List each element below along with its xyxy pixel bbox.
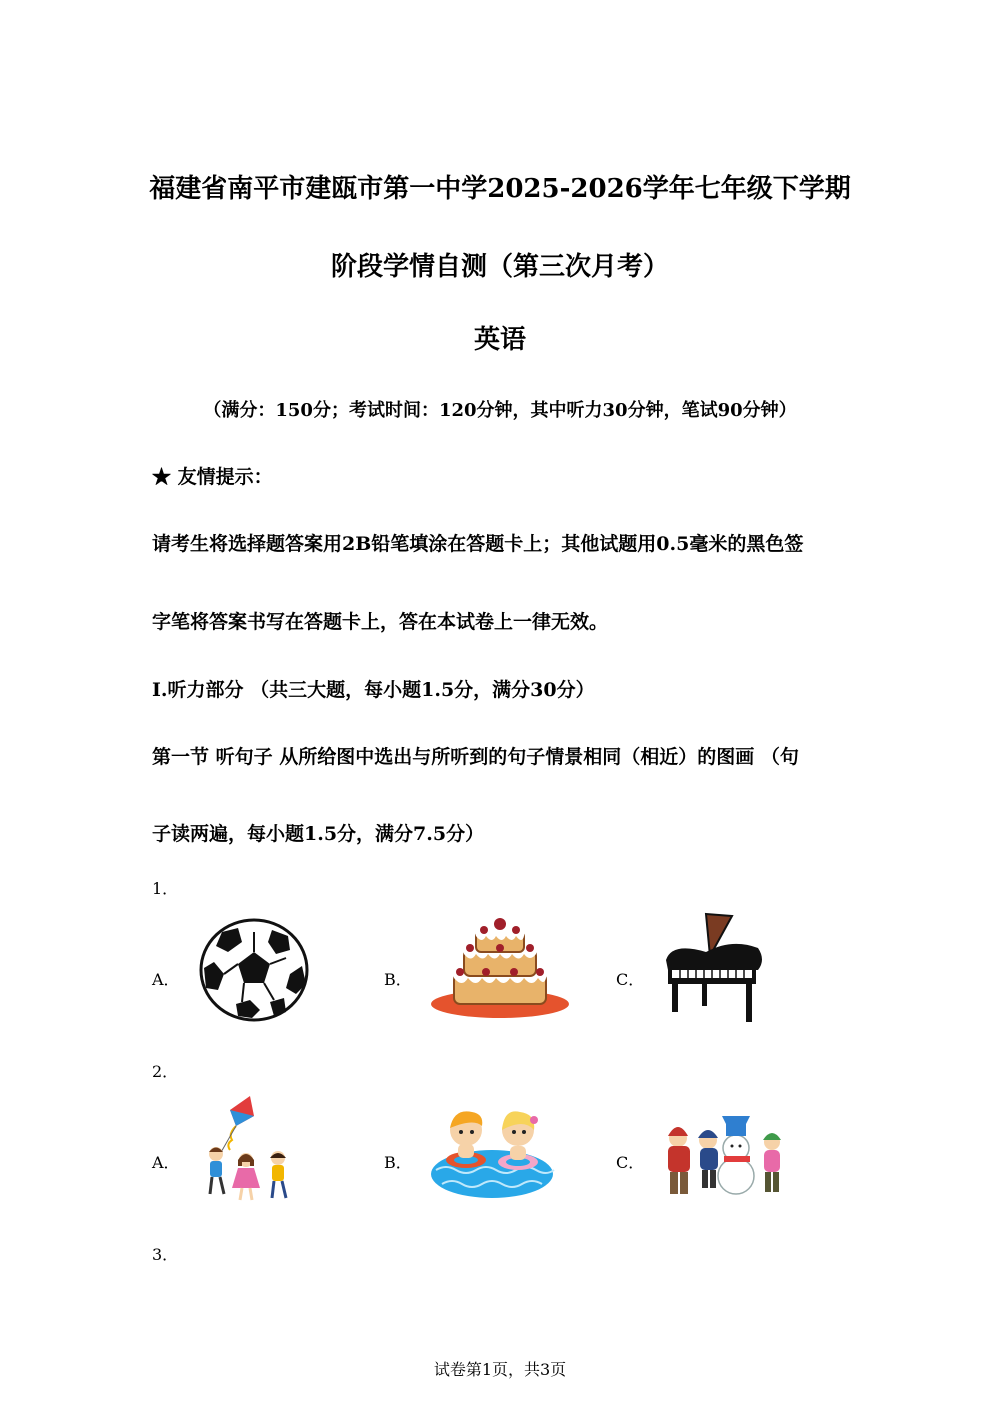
birthday-cake-icon (430, 918, 570, 1022)
grand-piano-icon (662, 912, 766, 1024)
notice-line2: 字笔将答案书写在答题卡上，答在本试卷上一律无效。 (152, 611, 609, 633)
children-building-snowman-icon (662, 1114, 784, 1202)
option-label: A． (152, 1153, 180, 1172)
option-label: A． (152, 970, 180, 989)
notice-line1: 请考生将选择题答案用2B铅笔填涂在答题卡上；其他试题用0.5毫米的黑色签 (152, 533, 804, 555)
option-label: C． (616, 970, 645, 989)
children-flying-kite-icon (200, 1096, 296, 1202)
soccer-ball-icon (198, 918, 310, 1022)
part1-instruction-line2: 子读两遍，每小题1.5分，满分7.5分） (152, 823, 485, 845)
question-number: 2． (152, 1062, 179, 1081)
subject-title: 英语 (473, 325, 526, 355)
page-footer: 试卷第1页，共3页 (433, 1360, 567, 1379)
section-heading: I.听力部分 （共三大题，每小题1.5分，满分30分） (152, 679, 595, 701)
exam-info: （满分：150分；考试时间：120分钟，其中听力30分钟，笔试90分钟） (203, 400, 797, 421)
document-title-line1: 福建省南平市建瓯市第一中学2025-2026学年七年级下学期 (149, 174, 851, 204)
document-title-line2: 阶段学情自测（第三次月考） (330, 252, 669, 282)
question-number: 1． (152, 879, 179, 898)
children-swimming-icon (430, 1108, 554, 1200)
notice-heading: ★ 友情提示： (152, 466, 273, 488)
option-label: B． (384, 1153, 412, 1172)
question-number: 3． (152, 1245, 179, 1264)
option-label: B． (384, 970, 412, 989)
option-label: C． (616, 1153, 645, 1172)
part1-instruction-line1: 第一节 听句子 从所给图中选出与所听到的句子情景相同（相近）的图画 （句 (152, 746, 799, 768)
